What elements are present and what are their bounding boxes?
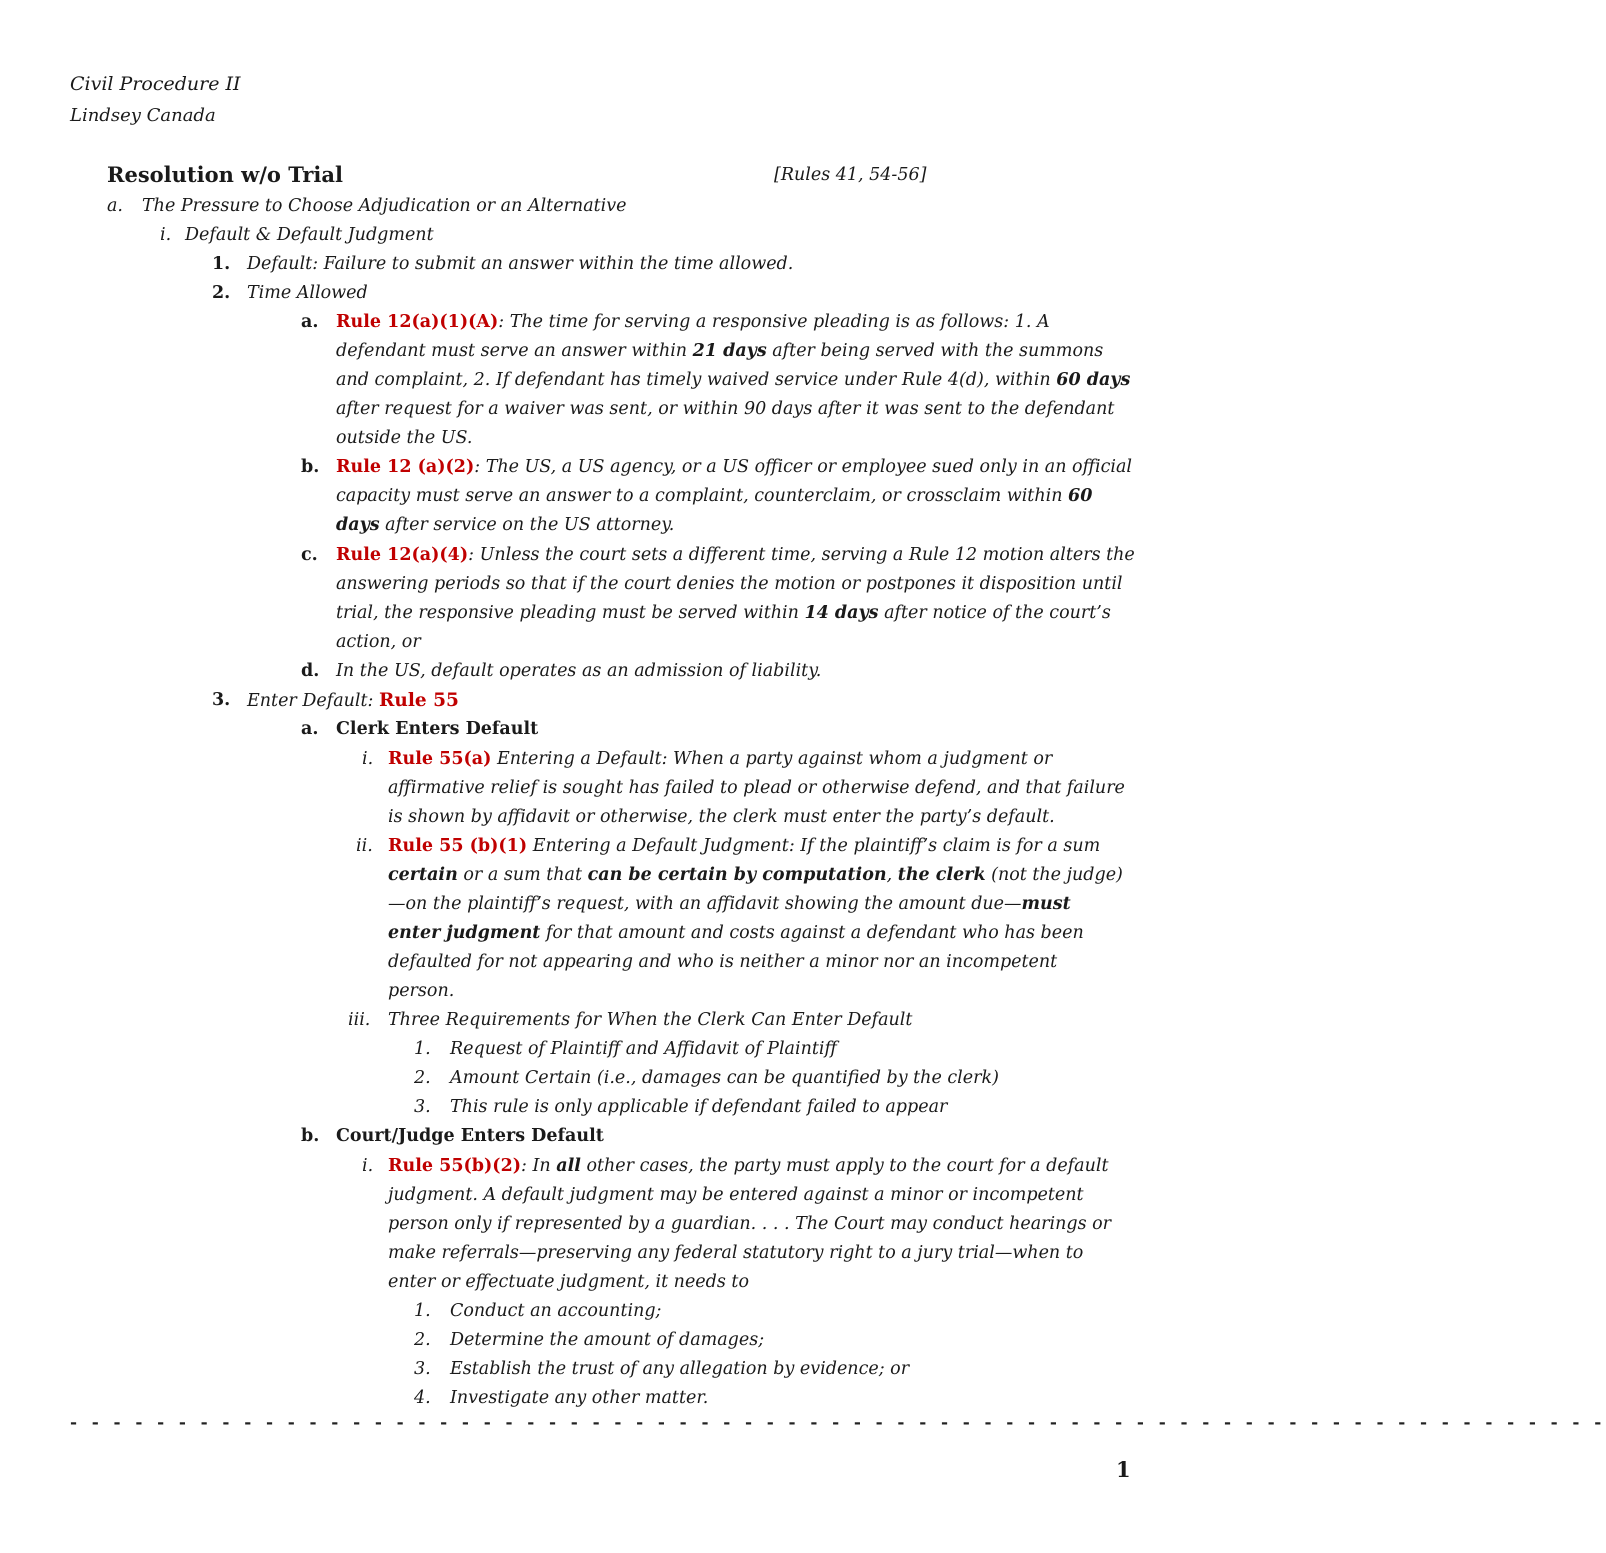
outline-1-text (247, 254, 793, 274)
rule-citation: Rule 12(a)(4) (336, 545, 469, 565)
emphasis: certain (388, 865, 458, 885)
outline-marker: ii. (356, 836, 373, 856)
rule-text-line: action, or (336, 632, 421, 652)
rule-text-line (336, 603, 1111, 623)
rule-text: : The US, a US agency, or a US officer or employee sued only in an official (474, 457, 1133, 477)
rule-text-line (388, 923, 1084, 943)
term-label: Enter Default: (247, 691, 380, 711)
rule-citation: Rule 55(a) (388, 749, 492, 769)
footer-separator: - - - - - - - - - - - - - - - - - - - - - - - - - - - - - - - - - - - - - - - - - - - - - - - - - - - - - - - - - - - - - - - - - - - - - - - (70, 1413, 1606, 1433)
rule-text: defendant must serve an answer within (336, 341, 693, 361)
term-label: Default: (247, 254, 319, 274)
outline-marker: i. (362, 1156, 374, 1176)
court-enters-default-heading: Court/Judge Enters Default (336, 1126, 604, 1146)
rule-text-line: affirmative relief is sought has failed to plead or otherwise defend, and that failure (388, 778, 1125, 798)
list-item: Establish the trust of any allegation by evidence; or (450, 1359, 910, 1379)
list-item: Conduct an accounting; (450, 1301, 662, 1321)
rule-55b1-line (388, 836, 1100, 856)
author-name: Lindsey Canada (70, 105, 216, 126)
rule-text-line: outside the US. (336, 428, 473, 448)
outline-a-text: The Pressure to Choose Adjudication or an Alternative (142, 196, 627, 216)
rule-citation: Rule 12(a)(1)(A) (336, 312, 499, 332)
rule-text: Entering a Default Judgment: If the plaintiff’s claim is for a sum (527, 836, 1101, 856)
emphasis: can be certain by computation (587, 865, 887, 885)
outline-i-text: Default & Default Judgment (185, 225, 434, 245)
rule-55a-line (388, 749, 1052, 769)
page-number: 1 (1116, 1457, 1131, 1482)
outline-3a-iii-text: Three Requirements for When the Clerk Can Enter Default (388, 1010, 913, 1030)
rule-text-line: make referrals—preserving any federal statutory right to a jury trial—when to (388, 1243, 1084, 1263)
rule-text-line (336, 515, 674, 535)
rule-text: after service on the US attorney. (379, 515, 675, 535)
rule-text-line (388, 865, 1123, 885)
rule-text: —on the plaintiff’s request, with an affidavit showing the amount due— (388, 894, 1022, 914)
rule-text: : Unless the court sets a different time, serving a Rule 12 motion alters the (468, 545, 1135, 565)
rule-text-line: judgment. A default judgment may be entered against a minor or incompetent (388, 1185, 1084, 1205)
rule-text-line (388, 894, 1071, 914)
rule-text: : The time for serving a responsive pleading is as follows: 1. A (498, 312, 1050, 332)
list-item: Request of Plaintiff and Affidavit of Plaintiff (450, 1039, 837, 1059)
outline-marker: 1. (414, 1301, 431, 1321)
outline-marker: 1. (212, 254, 231, 274)
list-item: Investigate any other matter. (450, 1388, 709, 1408)
rule-55b2-line (388, 1156, 1109, 1176)
outline-marker: 2. (414, 1068, 431, 1088)
rule-text: , (886, 865, 898, 885)
list-item: Amount Certain (i.e., damages can be quantified by the clerk) (450, 1068, 999, 1088)
outline-marker: c. (301, 545, 318, 565)
rule-text: (not the judge) (985, 865, 1123, 885)
list-item: Determine the amount of damages; (450, 1330, 765, 1350)
emphasis: all (556, 1156, 581, 1176)
emphasis: enter judgment (388, 923, 541, 943)
rule-citation: Rule 12 (a)(2) (336, 457, 475, 477)
rule-text: other cases, the party must apply to the court for a default (580, 1156, 1109, 1176)
emphasis: 60 days (1056, 370, 1131, 390)
outline-marker: i. (362, 749, 374, 769)
outline-marker: 3. (414, 1359, 431, 1379)
rule-text-line: person. (388, 981, 455, 1001)
rule-text-line: after request for a waiver was sent, or within 90 days after it was sent to the defendant (336, 399, 1115, 419)
rule-text-line: answering periods so that if the court denies the motion or postpones it disposition until (336, 574, 1123, 594)
rule-citation: Rule 55(b)(2) (388, 1156, 522, 1176)
course-title: Civil Procedure II (70, 73, 241, 95)
rule-text: capacity must serve an answer to a complaint, counterclaim, or crossclaim within (336, 486, 1069, 506)
outline-marker: a. (107, 196, 123, 216)
outline-marker: d. (301, 661, 320, 681)
rule-text-line (336, 341, 1103, 361)
outline-marker: 4. (414, 1388, 431, 1408)
emphasis: 21 days (692, 341, 767, 361)
outline-marker: iii. (348, 1010, 371, 1030)
outline-marker: b. (301, 457, 320, 477)
rule-text: trial, the responsive pleading must be served within (336, 603, 805, 623)
rule-text-line: defaulted for not appearing and who is neither a minor nor an incompetent (388, 952, 1058, 972)
rule-citation: Rule 55 (379, 690, 459, 711)
emphasis: days (336, 515, 380, 535)
clerk-enters-default-heading: Clerk Enters Default (336, 719, 539, 739)
term-definition: Failure to submit an answer within the time allowed. (318, 254, 794, 274)
rule-text-line (336, 370, 1130, 390)
rule-text-line (336, 486, 1092, 506)
emphasis: 60 (1068, 486, 1093, 506)
rule-text: and complaint, 2. If defendant has timely waived service under Rule 4(d), within (336, 370, 1057, 390)
outline-marker: 2. (414, 1330, 431, 1350)
list-item: This rule is only applicable if defendant failed to appear (450, 1097, 948, 1117)
outline-marker: 1. (414, 1039, 431, 1059)
rule-12a4-line (336, 545, 1135, 565)
emphasis: must (1021, 894, 1071, 914)
rule-text: after notice of the court’s (878, 603, 1111, 623)
rule-text: or a sum that (457, 865, 588, 885)
outline-marker: a. (301, 312, 319, 332)
outline-marker: 3. (212, 690, 231, 710)
section-rules: [Rules 41, 54-56] (774, 165, 927, 185)
outline-marker: i. (160, 225, 172, 245)
rule-text-line: is shown by affidavit or otherwise, the clerk must enter the party’s default. (388, 807, 1055, 827)
outline-marker: b. (301, 1126, 320, 1146)
outline-2-text: Time Allowed (247, 283, 368, 303)
rule-text: : In (521, 1156, 557, 1176)
emphasis: the clerk (897, 865, 986, 885)
rule-citation: Rule 55 (b)(1) (388, 836, 528, 856)
rule-text: after being served with the summons (766, 341, 1104, 361)
rule-12a2-line (336, 457, 1132, 477)
rule-12a1A-line (336, 312, 1050, 332)
outline-2d-text: In the US, default operates as an admission of liability. (336, 661, 822, 681)
outline-marker: 3. (414, 1097, 431, 1117)
emphasis: 14 days (804, 603, 879, 623)
rule-text-line: person only if represented by a guardian. . . . The Court may conduct hearings or (388, 1214, 1112, 1234)
rule-text: for that amount and costs against a defendant who has been (540, 923, 1084, 943)
rule-text-line: enter or effectuate judgment, it needs to (388, 1272, 749, 1292)
outline-3-text (247, 690, 459, 711)
outline-marker: 2. (212, 283, 231, 303)
rule-text: Entering a Default: When a party against whom a judgment or (491, 749, 1053, 769)
section-title: Resolution w/o Trial (107, 162, 343, 187)
outline-marker: a. (301, 719, 319, 739)
